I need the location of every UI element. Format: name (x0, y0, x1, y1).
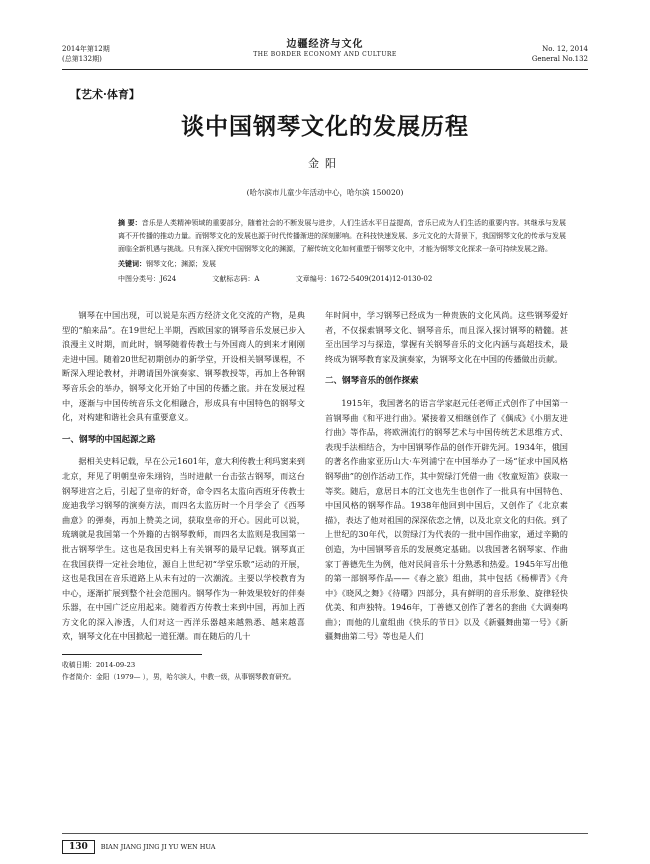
page-number: 130 (62, 840, 95, 854)
continued-paragraph: 年时间中，学习钢琴已经成为一种贵族的文化风尚。这些钢琴爱好者，不仅探索钢琴文化、钢琴音乐，而且深入探讨钢琴的精髓。甚至出国学习与探造，掌握有关钢琴音乐的文化内涵与高超技术，最终成为钢琴教育家及演奏家，为钢琴文化在中国的传播做出贡献。 (325, 310, 568, 364)
section-1-paragraph: 据相关史料记载，早在公元1601年，意大利传教士利玛窦来到北京，拜见了明朝皇帝朱翊钧，当时进献一台击弦古钢琴，而这台钢琴进宫之后，引起了皇帝的好奇，命令四名太监向西班牙传教士庞迪我学习钢琴的演奏方法，而四名太监历时一个月学会了《西琴曲意》的弹奏，再加上赞美之词，获取皇帝的开心。因此可以说，琉璃就是我国第一个外籍的古钢琴教师，而四名太监则是我国第一批古钢琴学生。这也是我国史料上有关钢琴的最早记载。钢琴真正在我国获得一定社会地位，源自上世纪初“学堂乐歌”运动的开展，这也是我国在音乐道路上从未有过的一次潮流。主要以学校教育为中心，逐渐扩展到整个社会范围内。钢琴作为一种效果较好的伴奏乐器，在中国广泛应用起来。随着西方传教士来到中国，再加上西方文化的深入渗透，人们对这一西洋乐器越来越熟悉、越来越喜欢，钢琴文化在中国掀起一道狂潮。而在随后的几十 (62, 456, 305, 642)
right-column (325, 308, 568, 683)
document-code: 文献标志码：A (212, 275, 260, 283)
received-date: 收稿日期：2014-09-23 (62, 661, 136, 670)
running-header (62, 38, 588, 78)
article-body (62, 308, 588, 683)
section-2-paragraph: 1915年，我国著名的语言学家赵元任老师正式创作了中国第一首钢琴曲《和平进行曲》。紧接着又相继创作了《偶成》《小朋友进行曲》等作品，将欧洲流行的钢琴艺术与中国传统艺术思维方式、表现手法相结合，为中国钢琴作品的创作开辟先河。1934年，俄国的著名作曲家亚历山大·车列浦宁在中国举办了一场“征求中国风格钢琴曲”的创作活动工作，其中贺绿汀凭借一曲《牧童短笛》获取一等奖。随后，意居日本的江文也先生也创作了一批具有中国特色、中国风格的钢琴作品。1938年他回到中国后，又创作了《北京素描》，表达了他对祖国的深深依恋之情，以及北京文化的归依。到了上世纪的30年代，以贺绿汀为代表的一批中国作曲家，通过辛勤的创造，为中国钢琴音乐的发展奠定基础。以我国著名钢琴家、作曲家丁善德先生为例，他对民间音乐十分熟悉和热爱。1945年写出他的第一部钢琴作品——《春之旅》组曲，其中包括《杨柳青》《舟中》《晓风之舞》《待曙》四部分，具有鲜明的音乐形象、旋律轻快优美、和声独特。1946年，丁善德又创作了著名的套曲《大调奏鸣曲》；而他的儿童组曲《快乐的节日》以及《新疆舞曲第一号》《新疆舞曲第二号》等也是人们 (325, 397, 568, 642)
abstract-label: 摘 要： (118, 218, 142, 227)
abstract (118, 216, 566, 256)
keywords-text: 钢琴文化；渊源；发展 (146, 260, 216, 268)
author-bio: 作者简介：金阳（1979— ），男，哈尔滨人，中教一级，从事钢琴教育研究。 (62, 673, 296, 682)
left-column (62, 308, 305, 683)
footer-rule (62, 833, 588, 834)
footer-journal-pinyin: BIAN JIANG JING JI YU WEN HUA (100, 843, 216, 851)
general-number-en: General No.132 (531, 55, 588, 63)
abstract-text: 音乐是人类精神领域的重要部分，随着社会的不断发展与进步，人们生活水平日益提高，音乐已成为人们生活的重要内容。其继承与发展离不开传播的推动力量。而钢琴文化的发展也源于时代传播渐进的深刻影响。在科技快速发展、多元文化的大背景下，我国钢琴文化的传承与发展面临全新机遇与挑战。只有深入探究中国钢琴文化的渊源，了解传统文化如何重塑于钢琴文化中，才能为钢琴文化探求一条可持续发展之路。 (118, 219, 567, 253)
intro-paragraph: 钢琴在中国出现，可以说是东西方经济文化交流的产物，是典型的“舶来品”。在19世纪上半期，西欧国家的钢琴音乐发展已步入浪漫主义时期，而此时，钢琴随着传教士与外国商人的到来才刚刚走进中国。随着20世纪初期创办的新学堂，开设相关钢琴课程，不断深入理论教材，并聘请国外演奏家、钢琴教授等，再加上各种钢琴音乐会的举办，钢琴文化开始了中国的传播之旅。并在发展过程中，逐渐与中国传统音乐文化相融合，形成具有中国特色的钢琴文化，对构建和谐社会具有重要意义。 (62, 310, 305, 423)
author-affiliation: (哈尔滨市儿童少年活动中心，哈尔滨 150020) (246, 188, 404, 197)
section-heading-2: 二、钢琴音乐的创作探索 (325, 376, 419, 387)
page-footer (62, 840, 215, 854)
header-rule (62, 69, 588, 70)
keywords-label: 关键词： (118, 259, 146, 268)
keywords (118, 259, 566, 269)
journal-name (62, 40, 588, 60)
clc-number: 中图分类号：J624 (118, 275, 177, 283)
footnote-rule (62, 654, 202, 655)
issue-number-en: No. 12, 2014 (542, 45, 588, 53)
article-number: 文章编号：1672-5409(2014)12-0130-02 (295, 275, 433, 283)
journal-name-cn: 边疆经济与文化 (286, 39, 364, 50)
issue-info-right (532, 44, 588, 64)
journal-name-en: THE BORDER ECONOMY AND CULTURE (253, 51, 397, 58)
article-title: 谈中国钢琴文化的发展历程 (181, 113, 469, 140)
column-tag: 【艺术·体育】 (70, 88, 140, 101)
general-number-cn: (总第132期) (62, 55, 102, 63)
issue-number-cn: 2014年第12期 (62, 45, 110, 53)
classification-line (118, 274, 566, 284)
author-name: 金阳 (308, 157, 342, 170)
footnote (62, 659, 305, 683)
section-heading-1: 一、钢琴的中国起源之路 (62, 434, 156, 445)
